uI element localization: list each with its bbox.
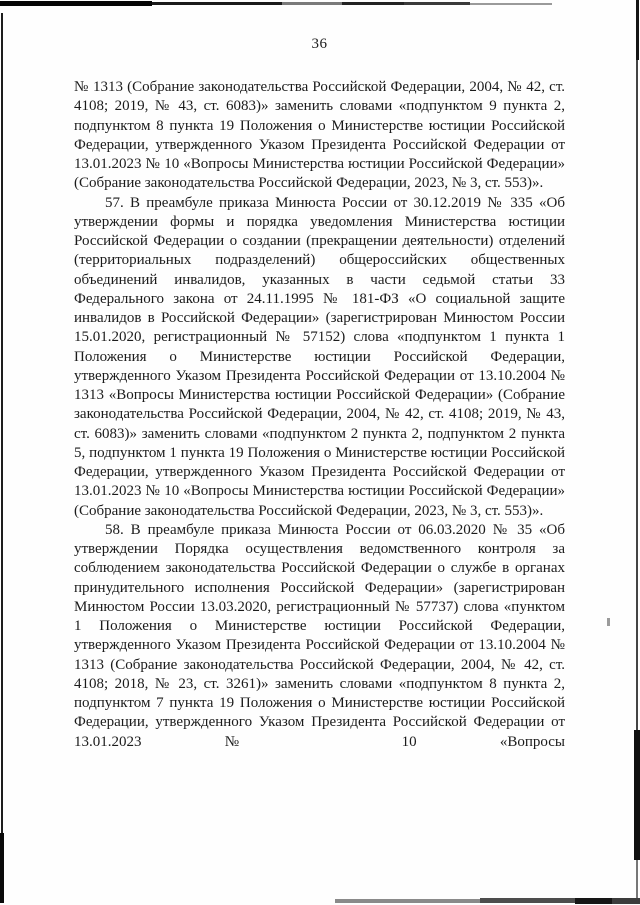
page-number: 36 bbox=[311, 36, 328, 52]
scan-edge-bottom bbox=[335, 899, 480, 903]
scan-edge-bottom bbox=[480, 898, 575, 903]
scan-edge-top bbox=[0, 1, 152, 6]
scan-edge-top bbox=[404, 2, 470, 5]
scan-edge-top bbox=[152, 2, 282, 5]
scan-speck bbox=[607, 618, 610, 626]
scan-edge-top bbox=[470, 3, 552, 5]
scan-edge-left bbox=[0, 833, 4, 903]
scan-edge-right bbox=[634, 730, 640, 860]
scan-edge-top bbox=[282, 2, 342, 5]
scan-edge-right bbox=[636, 0, 639, 60]
scan-edge-bottom bbox=[575, 898, 612, 904]
scan-edge-right bbox=[636, 860, 638, 898]
document-text bbox=[74, 78, 565, 752]
scan-edge-bottom bbox=[612, 898, 640, 904]
scan-edge-top bbox=[342, 2, 404, 5]
paragraph-item-58: 58. В преамбуле приказа Минюста России от 06.03.2020 № 35 «Об утверждении Порядка осуществления ведомственного контроля за соблюдением законодательства Российской Федерации о службе в органах принудительного исполнения Российской Федерации» (зарегистрирован Минюстом России 13.03.2020, регистрационный № 57737) слова «пунктом 1 Положения о Министерстве юстиции Российской Федерации, утвержденного Указом Президента Российской Федерации от 13.10.2004 № 1313 (Собрание законодательства Российской Федерации, 2004, № 42, ст. 4108; 2018, № 23, ст. 3261)» заменить словами «подпунктом 8 пункта 2, подпунктом 7 пункта 19 Положения о Министерстве юстиции Российской Федерации, утвержденного Указом Президента Российской Федерации от 13.01.2023 № 10 «Вопросы bbox=[74, 521, 565, 750]
paragraph-continuation: № 1313 (Собрание законодательства Российской Федерации, 2004, № 42, ст. 4108; 2019, № 43, ст. 6083)» заменить словами «подпунктом 9 пункта 2, подпунктом 8 пункта 19 Положения о Министерстве юстиции Российской Федерации, утвержденного Указом Президента Российской Федерации от 13.01.2023 № 10 «Вопросы Министерства юстиции Российской Федерации» (Собрание законодательства Российской Федерации, 2023, № 3, ст. 553)». bbox=[74, 79, 565, 192]
paragraph-item-57: 57. В преамбуле приказа Минюста России от 30.12.2019 № 335 «Об утверждении формы и порядка уведомления Министерства юстиции Российской Федерации о создании (прекращении деятельности) отделений (территориальных подразделений) общероссийских общественных объединений инвалидов, указанных в части седьмой статьи 33 Федерального закона от 24.11.1995 № 181-ФЗ «О социальной защите инвалидов в Российской Федерации» (зарегистрирован Минюстом России 15.01.2020, регистрационный № 57152) слова «подпунктом 1 пункта 1 Положения о Министерстве юстиции Российской Федерации, утвержденного Указом Президента Российской Федерации от 13.10.2004 № 1313 «Вопросы Министерства юстиции Российской Федерации» (Собрание законодательства Российской Федерации, 2004, № 42, ст. 4108; 2019, № 43, ст. 6083)» заменить словами «подпунктом 2 пункта 2, подпунктом 2 пункта 5, подпунктом 1 пункта 19 Положения о Министерстве юстиции Российской Федерации, утвержденного Указом Президента Российской Федерации от 13.01.2023 № 10 «Вопросы Министерства юстиции Российской Федерации» (Собрание законодательства Российской Федерации, 2023, № 3, ст. 553)». bbox=[74, 194, 565, 519]
scan-edge-left bbox=[1, 13, 3, 833]
scan-edge-right bbox=[636, 60, 638, 730]
